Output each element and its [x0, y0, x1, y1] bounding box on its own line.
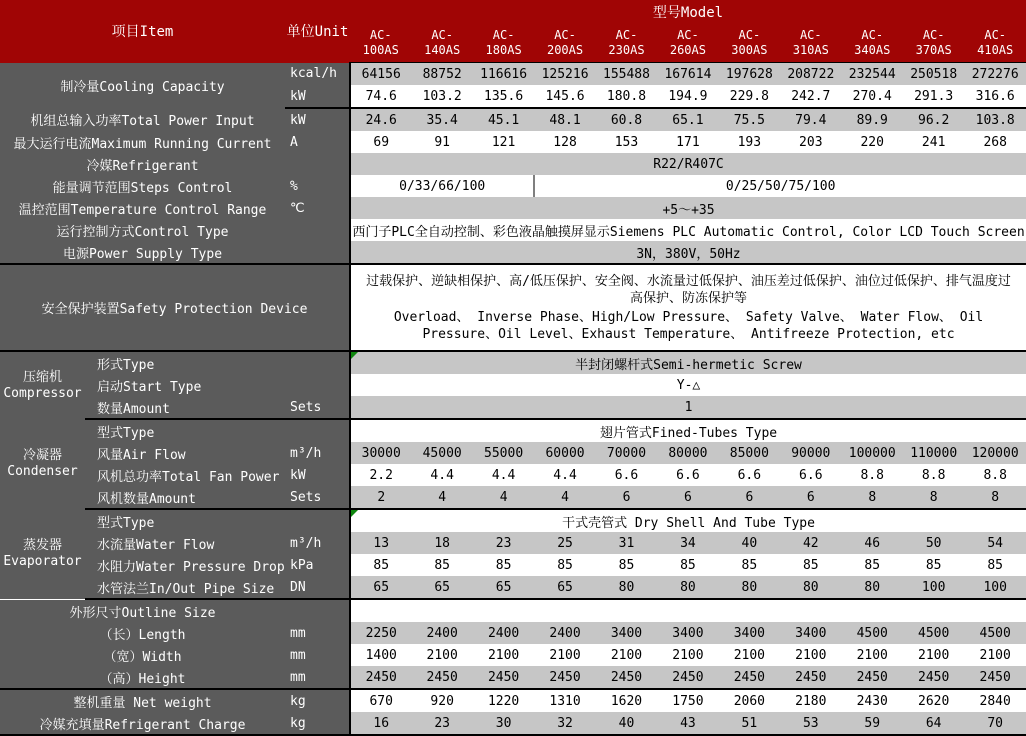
value-cell: 80 [719, 576, 780, 599]
value-cell: 6 [780, 486, 841, 509]
value-cell: 48.1 [534, 108, 595, 131]
unit-cell: kW [285, 85, 350, 108]
value-cell: 2450 [534, 666, 595, 689]
row-label: 安全保护装置Safety Protection Device [0, 264, 350, 351]
row-sublabel: 水流量Water Flow [85, 532, 285, 554]
value-cell: 6.6 [657, 464, 718, 486]
model-column-header [596, 24, 657, 63]
value-cell: 229.8 [719, 85, 780, 108]
value-cell: 241 [903, 131, 964, 153]
value-cell: 85 [473, 554, 534, 576]
value-cell: 2400 [411, 622, 472, 644]
row-label: 外形尺寸Outline Size [0, 599, 285, 622]
model-column-header [473, 24, 534, 63]
value-cell: 70000 [596, 442, 657, 464]
group-label [0, 509, 85, 599]
unit-cell: mm [285, 666, 350, 689]
value-cell: 1750 [657, 689, 718, 712]
unit-cell [285, 509, 350, 532]
value-cell: 45.1 [473, 108, 534, 131]
unit-cell [285, 219, 350, 241]
model-column-header-line: AC- [554, 28, 576, 42]
value-cell: 55000 [473, 442, 534, 464]
value-cell: 4 [473, 486, 534, 509]
unit-cell: m³/h [285, 442, 350, 464]
value-cell: 30000 [350, 442, 411, 464]
value-cell: 53 [780, 712, 841, 735]
value-cell: 171 [657, 131, 718, 153]
row-sublabel: 形式Type [85, 351, 285, 374]
green-corner-marker-icon [351, 510, 358, 517]
model-column-header [842, 24, 903, 63]
value-cell: 90000 [780, 442, 841, 464]
value-cell: 70 [964, 712, 1026, 735]
value-cell: 91 [411, 131, 472, 153]
row-sublabel: 型式Type [85, 509, 285, 532]
value-cell: 8.8 [842, 464, 903, 486]
group-label-line: 压缩机 [22, 369, 62, 385]
unit-cell: DN [285, 576, 350, 599]
unit-cell: kW [285, 464, 350, 486]
value-cell: 116616 [473, 63, 534, 86]
group-label-line: Evaporator [3, 554, 82, 569]
value-cell: 220 [842, 131, 903, 153]
model-column-header-line: AC- [615, 28, 638, 42]
row-sublabel: 启动Start Type [85, 374, 285, 396]
model-column-header-line: 340AS [854, 43, 891, 57]
model-column-header-line: AC- [984, 28, 1007, 42]
value-cell: 155488 [596, 63, 657, 86]
value-cell: 6 [596, 486, 657, 509]
unit-cell: A [285, 131, 350, 153]
value-cell: 89.9 [842, 108, 903, 131]
value-cell: 135.6 [473, 85, 534, 108]
unit-cell: kg [285, 689, 350, 712]
value-cell: 74.6 [350, 85, 411, 108]
model-column-header [780, 24, 841, 63]
value-cell: 45000 [411, 442, 472, 464]
unit-cell: kg [285, 712, 350, 735]
value-cell: 3400 [719, 622, 780, 644]
value-cell: 2450 [719, 666, 780, 689]
unit-cell [285, 374, 350, 396]
unit-cell: kW [285, 108, 350, 131]
model-column-header-line: 260AS [669, 43, 706, 57]
value-cell: 145.6 [534, 85, 595, 108]
value-cell: 59 [842, 712, 903, 735]
model-column-header-line: AC- [738, 28, 761, 42]
value-cell: 18 [411, 532, 472, 554]
value-cell: 85 [842, 554, 903, 576]
value-cell: 60.8 [596, 108, 657, 131]
value-cell: 2100 [719, 644, 780, 666]
merged-value-cell-line: Overload、 Inverse Phase、High/Low Pressure、 Safety Valve、 Water Flow、 Oil Pressure、Oil Level、Exhaust Temperature、 Antifreeze Protection, etc [393, 309, 984, 342]
value-cell: 80 [596, 576, 657, 599]
merged-value-cell: R22/R407C [350, 153, 1026, 175]
value-cell: 2100 [411, 644, 472, 666]
model-column-header [903, 24, 964, 63]
value-cell: 2450 [596, 666, 657, 689]
value-cell: 3400 [657, 622, 718, 644]
value-cell: 6.6 [596, 464, 657, 486]
model-column-header [534, 24, 595, 63]
value-cell: 2 [350, 486, 411, 509]
unit-cell [285, 351, 350, 374]
model-column-header-line: AC- [369, 28, 392, 42]
value-cell: 121 [473, 131, 534, 153]
value-cell: 2100 [473, 644, 534, 666]
model-column-header-line: AC- [799, 28, 822, 42]
row-sublabel: 风量Air Flow [85, 442, 285, 464]
value-cell: 34 [657, 532, 718, 554]
value-cell: 153 [596, 131, 657, 153]
value-cell: 2620 [903, 689, 964, 712]
value-cell: 42 [780, 532, 841, 554]
value-cell: 46 [842, 532, 903, 554]
value-cell: 6.6 [780, 464, 841, 486]
value-cell: 8 [964, 486, 1026, 509]
value-cell: 2450 [411, 666, 472, 689]
merged-value-cell: 0/25/50/75/100 [534, 175, 1026, 197]
value-cell: 16 [350, 712, 411, 735]
row-label: 运行控制方式Control Type [0, 219, 285, 241]
value-cell: 85 [780, 554, 841, 576]
value-cell: 4500 [842, 622, 903, 644]
model-group-header: 型号Model [350, 0, 1026, 24]
value-cell: 2100 [780, 644, 841, 666]
value-cell: 8.8 [964, 464, 1026, 486]
value-cell: 85 [719, 554, 780, 576]
value-cell: 2450 [903, 666, 964, 689]
model-column-header-line: 180AS [485, 43, 522, 57]
value-cell: 8 [842, 486, 903, 509]
row-sublabel: 水管法兰In/Out Pipe Size [85, 576, 285, 599]
value-cell: 2450 [842, 666, 903, 689]
value-cell: 100 [903, 576, 964, 599]
value-cell: 208722 [780, 63, 841, 86]
value-cell: 670 [350, 689, 411, 712]
value-cell: 6 [719, 486, 780, 509]
model-column-header-line: AC- [677, 28, 699, 42]
unit-cell [285, 241, 350, 264]
value-cell: 8.8 [903, 464, 964, 486]
value-cell: 2100 [534, 644, 595, 666]
value-cell: 272276 [964, 63, 1026, 86]
value-cell: 167614 [657, 63, 718, 86]
unit-column-header: 单位Unit [285, 0, 350, 63]
value-cell: 8 [903, 486, 964, 509]
value-cell: 85 [411, 554, 472, 576]
row-sublabel: 风机数量Amount [85, 486, 285, 509]
value-cell: 268 [964, 131, 1026, 153]
value-cell: 50 [903, 532, 964, 554]
merged-value-cell: 半封闭螺杆式Semi-hermetic Screw [350, 351, 1026, 374]
merged-value-cell [350, 599, 1026, 622]
value-cell: 43 [657, 712, 718, 735]
merged-value-cell: 3N，380V，50Hz [350, 241, 1026, 264]
value-cell: 2450 [350, 666, 411, 689]
value-cell: 242.7 [780, 85, 841, 108]
group-label-line: 蒸发器 [22, 538, 62, 553]
row-sublabel: 数量Amount [85, 396, 285, 419]
row-sublabel: 水阻力Water Pressure Drop [85, 554, 285, 576]
value-cell: 4500 [964, 622, 1026, 644]
value-cell: 85 [903, 554, 964, 576]
group-label-line: Compressor [3, 385, 82, 401]
unit-cell: mm [285, 622, 350, 644]
value-cell: 2.2 [350, 464, 411, 486]
unit-cell [285, 419, 350, 442]
value-cell: 65 [473, 576, 534, 599]
value-cell: 64 [903, 712, 964, 735]
value-cell: 40 [596, 712, 657, 735]
value-cell: 232544 [842, 63, 903, 86]
value-cell: 3400 [596, 622, 657, 644]
value-cell: 65 [350, 576, 411, 599]
value-cell: 291.3 [903, 85, 964, 108]
value-cell: 2100 [964, 644, 1026, 666]
value-cell: 4 [411, 486, 472, 509]
value-cell: 85 [596, 554, 657, 576]
row-label: 电源Power Supply Type [0, 241, 285, 264]
value-cell: 4 [534, 486, 595, 509]
value-cell: 69 [350, 131, 411, 153]
unit-cell: kPa [285, 554, 350, 576]
value-cell: 40 [719, 532, 780, 554]
value-cell: 2400 [473, 622, 534, 644]
row-label: 能量调节范围Steps Control [0, 175, 285, 197]
group-label [0, 419, 85, 509]
value-cell: 270.4 [842, 85, 903, 108]
merged-value-cell: 西门子PLC全自动控制、彩色液晶触摸屏显示Siemens PLC Automatic Control, Color LCD Touch Screen [350, 219, 1026, 241]
value-cell: 6 [657, 486, 718, 509]
model-column-header-line: 310AS [792, 43, 829, 57]
value-cell: 85 [534, 554, 595, 576]
value-cell: 316.6 [964, 85, 1026, 108]
value-cell: 3400 [780, 622, 841, 644]
model-column-header-line: 140AS [424, 43, 461, 57]
unit-cell: Sets [285, 486, 350, 509]
value-cell: 85 [350, 554, 411, 576]
value-cell: 65.1 [657, 108, 718, 131]
value-cell: 51 [719, 712, 780, 735]
value-cell: 85 [657, 554, 718, 576]
value-cell: 2840 [964, 689, 1026, 712]
value-cell: 2450 [780, 666, 841, 689]
value-cell: 2180 [780, 689, 841, 712]
model-column-header-line: 200AS [546, 43, 584, 57]
model-column-header [657, 24, 718, 63]
value-cell: 1220 [473, 689, 534, 712]
unit-cell [285, 153, 350, 175]
row-sublabel: 风机总功率Total Fan Power [85, 464, 285, 486]
model-column-header [411, 24, 472, 63]
value-cell: 2450 [473, 666, 534, 689]
value-cell: 120000 [964, 442, 1026, 464]
value-cell: 23 [473, 532, 534, 554]
value-cell: 2450 [657, 666, 718, 689]
value-cell: 203 [780, 131, 841, 153]
value-cell: 65 [411, 576, 472, 599]
group-label [0, 351, 85, 419]
value-cell: 80 [780, 576, 841, 599]
model-column-header-line: 230AS [608, 43, 645, 57]
value-cell: 193 [719, 131, 780, 153]
value-cell: 4.4 [473, 464, 534, 486]
value-cell: 4500 [903, 622, 964, 644]
value-cell: 80 [657, 576, 718, 599]
row-label: 整机重量 Net weight [0, 689, 285, 712]
value-cell: 110000 [903, 442, 964, 464]
row-label: 制冷量Cooling Capacity [0, 63, 285, 109]
value-cell: 85000 [719, 442, 780, 464]
value-cell: 60000 [534, 442, 595, 464]
green-corner-marker-icon [351, 352, 358, 359]
model-column-header-line: AC- [431, 28, 454, 42]
value-cell: 65 [534, 576, 595, 599]
value-cell: 32 [534, 712, 595, 735]
value-cell: 2100 [903, 644, 964, 666]
value-cell: 25 [534, 532, 595, 554]
value-cell: 125216 [534, 63, 595, 86]
value-cell: 88752 [411, 63, 472, 86]
group-label-line: Condenser [7, 464, 78, 479]
merged-value-cell: 干式壳管式 Dry Shell And Tube Type [350, 509, 1026, 532]
model-column-header-line: 300AS [731, 43, 768, 57]
unit-cell: % [285, 175, 350, 197]
value-cell: 100000 [842, 442, 903, 464]
row-label: （长）Length [0, 622, 285, 644]
model-column-header-line: AC- [861, 28, 884, 42]
unit-cell: m³/h [285, 532, 350, 554]
item-column-header: 项目Item [0, 0, 285, 63]
unit-cell [285, 599, 350, 622]
merged-value-cell: Y-△ [350, 374, 1026, 396]
row-label: 机组总输入功率Total Power Input [0, 108, 285, 131]
value-cell: 2100 [842, 644, 903, 666]
value-cell: 31 [596, 532, 657, 554]
value-cell: 250518 [903, 63, 964, 86]
value-cell: 2100 [596, 644, 657, 666]
value-cell: 103.2 [411, 85, 472, 108]
model-column-header-line: AC- [922, 28, 945, 42]
value-cell: 54 [964, 532, 1026, 554]
unit-cell: mm [285, 644, 350, 666]
value-cell: 80 [842, 576, 903, 599]
value-cell: 194.9 [657, 85, 718, 108]
value-cell: 85 [964, 554, 1026, 576]
value-cell: 2250 [350, 622, 411, 644]
value-cell: 24.6 [350, 108, 411, 131]
value-cell: 23 [411, 712, 472, 735]
value-cell: 79.4 [780, 108, 841, 131]
value-cell: 920 [411, 689, 472, 712]
merged-value-cell: 1 [350, 396, 1026, 419]
value-cell: 2430 [842, 689, 903, 712]
value-cell: 2400 [534, 622, 595, 644]
unit-cell: ℃ [285, 197, 350, 219]
model-column-header [719, 24, 780, 63]
value-cell: 2060 [719, 689, 780, 712]
merged-value-cell-line: 过载保护、逆缺相保护、高/低压保护、安全阀、水流量过低保护、油压差过低保护、油位过低保护、排气温度过高保护、防冻保护等 [366, 273, 1011, 306]
row-label: 冷媒Refrigerant [0, 153, 285, 175]
value-cell: 1620 [596, 689, 657, 712]
value-cell: 1310 [534, 689, 595, 712]
merged-value-cell: +5～+35 [350, 197, 1026, 219]
value-cell: 64156 [350, 63, 411, 86]
merged-value-cell: 0/33/66/100 [350, 175, 534, 197]
merged-value-cell: 翅片管式Fined-Tubes Type [350, 419, 1026, 442]
value-cell: 75.5 [719, 108, 780, 131]
row-sublabel: 型式Type [85, 419, 285, 442]
unit-cell: kcal/h [285, 63, 350, 86]
model-column-header-line: AC- [492, 28, 515, 42]
model-column-header [350, 24, 411, 63]
value-cell: 4.4 [534, 464, 595, 486]
model-column-header-line: 370AS [915, 43, 952, 57]
value-cell: 6.6 [719, 464, 780, 486]
row-label: 温控范围Temperature Control Range [0, 197, 285, 219]
merged-value-cell [350, 264, 1026, 351]
value-cell: 197628 [719, 63, 780, 86]
model-column-header [964, 24, 1026, 63]
model-column-header-line: 410AS [977, 43, 1014, 57]
value-cell: 96.2 [903, 108, 964, 131]
value-cell: 2450 [964, 666, 1026, 689]
value-cell: 2100 [657, 644, 718, 666]
unit-cell: Sets [285, 396, 350, 419]
model-column-header-line: 100AS [362, 43, 399, 57]
row-label: （宽）Width [0, 644, 285, 666]
row-label: 冷媒充填量Refrigerant Charge [0, 712, 285, 735]
value-cell: 30 [473, 712, 534, 735]
row-label: （高）Height [0, 666, 285, 689]
value-cell: 1400 [350, 644, 411, 666]
value-cell: 103.8 [964, 108, 1026, 131]
value-cell: 180.8 [596, 85, 657, 108]
value-cell: 35.4 [411, 108, 472, 131]
value-cell: 128 [534, 131, 595, 153]
value-cell: 100 [964, 576, 1026, 599]
value-cell: 80000 [657, 442, 718, 464]
group-label-line: 冷凝器 [22, 448, 62, 463]
row-label: 最大运行电流Maximum Running Current [0, 131, 285, 153]
value-cell: 4.4 [411, 464, 472, 486]
value-cell: 13 [350, 532, 411, 554]
